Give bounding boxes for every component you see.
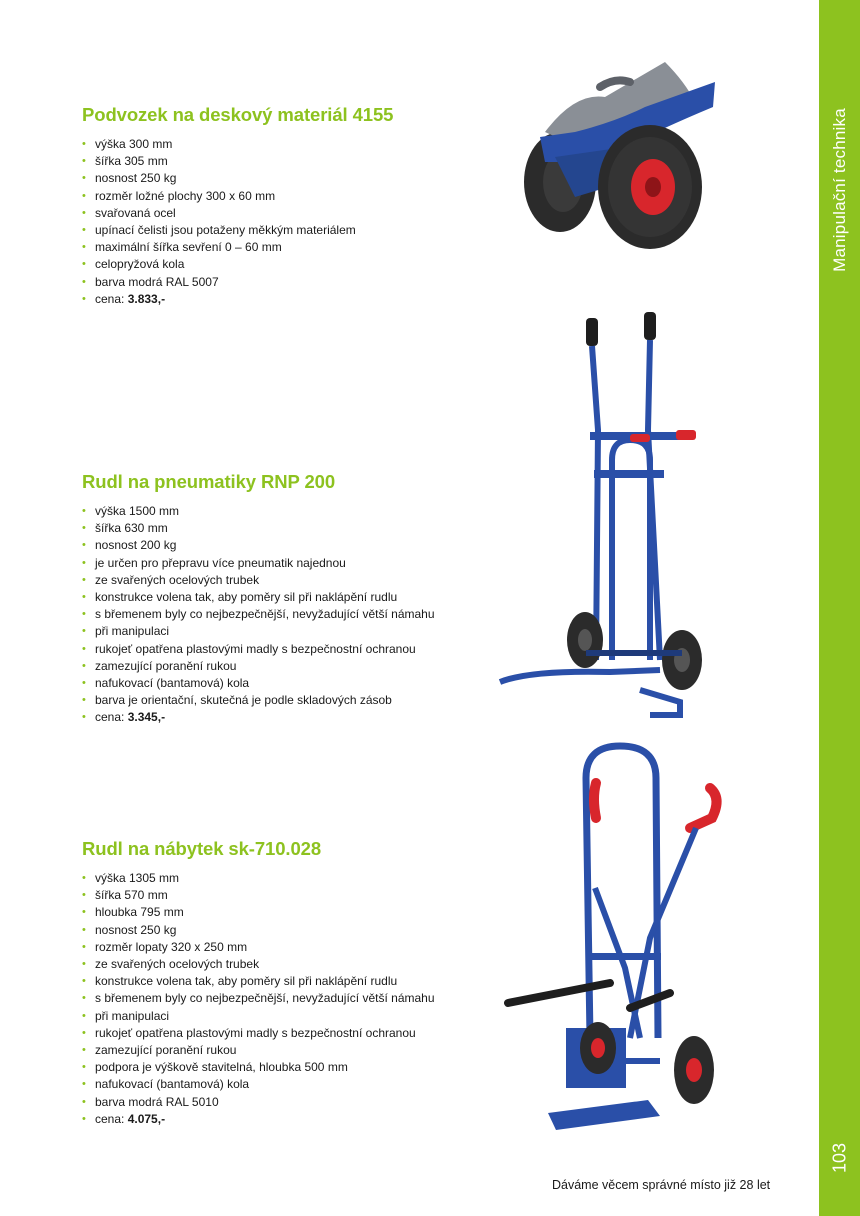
spec-item: • nosnost 250 kg (82, 170, 482, 187)
product-title: Podvozek na deskový materiál 4155 (82, 104, 394, 125)
spec-item: • konstrukce volena tak, aby poměry sil při naklápění rudlu (82, 589, 482, 606)
section-sidebar (819, 0, 860, 1216)
spec-item: • barva modrá RAL 5007 (82, 274, 482, 291)
price-line: • cena: 3.833,- (82, 291, 482, 308)
footer-tagline: Dáváme věcem správné místo již 28 let (552, 1178, 771, 1192)
product-title: Rudl na nábytek sk-710.028 (82, 838, 322, 859)
spec-item: • celopryžová kola (82, 256, 482, 273)
spec-item: • šířka 630 mm (82, 520, 482, 537)
page-number: 103 (829, 1142, 849, 1174)
spec-item: • při manipulaci (82, 1008, 482, 1025)
spec-item: • barva modrá RAL 5010 (82, 1094, 482, 1111)
spec-item: • s břemenem byly co nejbezpečnější, nevyžadující větší námahu (82, 606, 482, 623)
spec-item: • barva je orientační, skutečná je podle skladových zásob (82, 692, 482, 709)
spec-item: • s břemenem byly co nejbezpečnější, nevyžadující větší námahu (82, 990, 482, 1007)
spec-item: • nafukovací (bantamová) kola (82, 1076, 482, 1093)
spec-item: • ze svařených ocelových trubek (82, 956, 482, 973)
tire-hand-truck-image (490, 310, 760, 725)
spec-list (82, 870, 482, 1111)
spec-item: • konstrukce volena tak, aby poměry sil při naklápění rudlu (82, 973, 482, 990)
product-furniture-hand-truck (82, 838, 482, 1128)
spec-item: • výška 1305 mm (82, 870, 482, 887)
price-line: • cena: 3.345,- (82, 709, 482, 726)
spec-item: • šířka 570 mm (82, 887, 482, 904)
spec-item: • rukojeť opatřena plastovými madly s bezpečnostní ochranou (82, 1025, 482, 1042)
spec-item: • je určen pro přepravu více pneumatik najednou (82, 555, 482, 572)
spec-item: • hloubka 795 mm (82, 904, 482, 921)
price-value: 4.075,- (127, 1111, 166, 1126)
spec-list (82, 503, 482, 709)
spec-item: • maximální šířka sevření 0 – 60 mm (82, 239, 482, 256)
product-panel-dolly (82, 104, 482, 308)
spec-item: • rukojeť opatřena plastovými madly s bezpečnostní ochranou (82, 641, 482, 658)
spec-item: • nosnost 200 kg (82, 537, 482, 554)
price-line: • cena: 4.075,- (82, 1111, 482, 1128)
spec-item: • upínací čelisti jsou potaženy měkkým materiálem (82, 222, 482, 239)
product-tire-hand-truck (82, 471, 482, 727)
spec-item: • podpora je výškově stavitelná, hloubka 500 mm (82, 1059, 482, 1076)
price-value: 3.345,- (127, 710, 166, 725)
spec-item: • při manipulaci (82, 623, 482, 640)
spec-item: • šířka 305 mm (82, 153, 482, 170)
panel-dolly-image (515, 52, 730, 262)
spec-item: • zamezující poranění rukou (82, 658, 482, 675)
price-value: 3.833,- (127, 291, 166, 306)
furniture-hand-truck-image (500, 738, 750, 1153)
spec-item: • nosnost 250 kg (82, 922, 482, 939)
spec-item: • výška 1500 mm (82, 503, 482, 520)
spec-item: • výška 300 mm (82, 136, 482, 153)
spec-item: • svařovaná ocel (82, 205, 482, 222)
product-title: Rudl na pneumatiky RNP 200 (82, 471, 336, 492)
spec-item: • rozměr lopaty 320 x 250 mm (82, 939, 482, 956)
spec-item: • rozměr ložné plochy 300 x 60 mm (82, 188, 482, 205)
spec-item: • ze svařených ocelových trubek (82, 572, 482, 589)
spec-item: • zamezující poranění rukou (82, 1042, 482, 1059)
spec-item: • nafukovací (bantamová) kola (82, 675, 482, 692)
section-title: Manipulační technika (829, 108, 849, 272)
spec-list (82, 136, 482, 291)
